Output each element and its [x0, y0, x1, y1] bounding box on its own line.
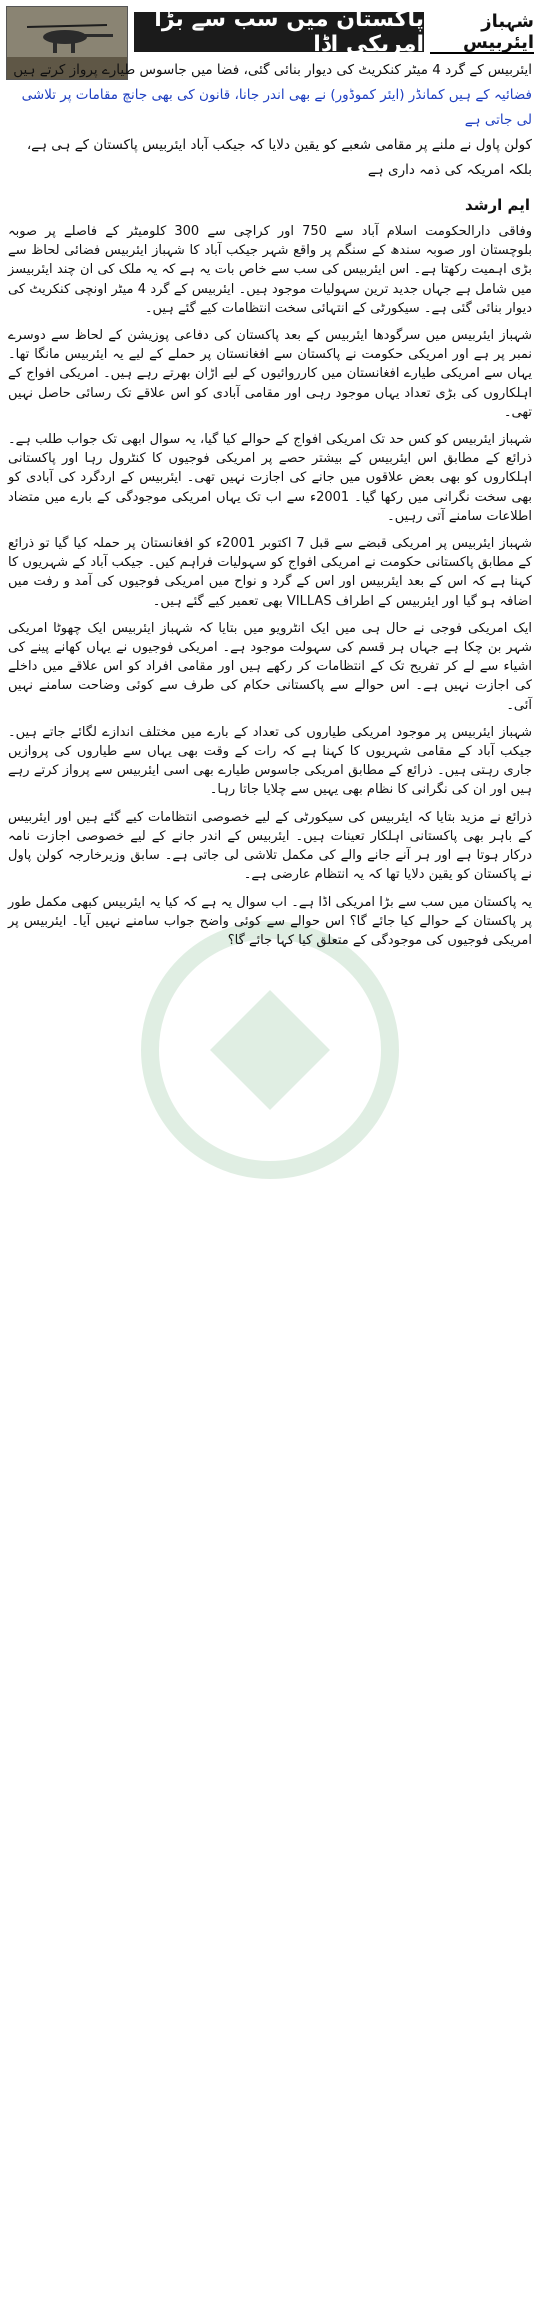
lead-highlight: فضائیہ کے ہیں کمانڈر (ایئر کموڈور) نے بھی اندر جانا، قانون کی بھی جانچ مقامات پر تلاشی لی جاتی ہے: [21, 87, 532, 128]
article-paragraph: شہباز ایئربیس میں سرگودھا ایئربیس کے بعد پاکستان کی دفاعی پوزیشن کے لحاظ سے دوسرے نمبر پر ہے اور امریکی حکومت نے پاکستان سے افغانستان پر حملے کے لیے یہ ایئربیس مانگا تھا۔ یہاں سے امریکی طیارے افغانستان میں کارروائیوں کے لیے اڑان بھرتے رہے ہیں۔ امریکی افواج کے اہلکاروں کی بڑی تعداد یہاں موجود رہی اور مقامی آبادی کو اس علاقے تک رسائی حاصل نہیں تھی۔: [8, 328, 532, 420]
byline: ایم ارشد: [465, 196, 530, 214]
headline: پاکستان میں سب سے بڑا امریکی اڈا: [134, 12, 424, 52]
article-paragraph: وفاقی دارالحکومت اسلام آباد سے 750 اور کراچی سے 300 کلومیٹر کے فاصلے پر صوبہ بلوچستان اور صوبہ سندھ کے سنگم پر واقع شہر جیکب آباد کا شہباز ایئربیس فضائی لحاظ سے بڑی اہمیت رکھتا ہے۔ اس ایئربیس کی سب سے خاص بات یہ ہے کہ یہ ملک کی ان چند ایئربیسز میں شامل ہے جہاں جدید ترین سہولیات موجود ہیں۔ ایئربیس کے گرد 4 میٹر اونچی کنکریٹ کی دیوار بنائی گئی ہے۔ سیکورٹی کے انتہائی سخت انتظامات کیے گئے ہیں۔: [8, 224, 532, 316]
lead-line: کولن پاول نے ملنے پر مقامی شعبے کو یقین دلایا کہ جیکب آباد ایئربیس پاکستان کے ہی ہے، بلکہ امریکہ کی ذمہ داری ہے: [26, 137, 532, 178]
article-body: [8, 222, 532, 2296]
article-paragraph: ذرائع نے مزید بتایا کہ ایئربیس کی سیکورٹی کے لیے خصوصی انتظامات کیے گئے ہیں اور ایئربیس کے باہر بھی پاکستانی اہلکار تعینات ہیں۔ ایئربیس کے اندر جانے کے لیے خصوصی اجازت نامہ درکار ہوتا ہے اور ہر آنے جانے والے کی مکمل تلاشی لی جاتی ہے۔ سابق وزیرخارجہ کولن پاول نے پاکستان کو یقین دلایا تھا کہ یہ انتظام عارضی ہے۔: [8, 809, 532, 883]
article-paragraph: شہباز ایئربیس کو کس حد تک امریکی افواج کے حوالے کیا گیا، یہ سوال ابھی تک جواب طلب ہے۔ ذرائع کے مطابق اس ایئربیس کے بیشتر حصے پر امریکی فوجیوں کا کنٹرول رہا اور پاکستانی اہلکاروں کو بھی بعض علاقوں میں جانے کی اجازت نہیں تھی۔ ایئربیس کے اردگرد کی آبادی کو بھی سخت نگرانی میں رکھا گیا۔ 2001ء سے اب تک یہاں امریکی موجودگی کے بارے میں متضاد اطلاعات سامنے آتی رہیں۔: [8, 432, 532, 524]
article-paragraph: شہباز ایئربیس پر موجود امریکی طیاروں کی تعداد کے بارے میں مختلف اندازے لگائے جاتے ہیں۔ جیکب آباد کے مقامی شہریوں کا کہنا ہے کہ رات کے وقت بھی یہاں سے طیاروں کی پروازیں جاری رہتی ہیں۔ ذرائع کے مطابق امریکی جاسوس طیارے بھی اسی ایئربیس سے پرواز کرتے رہے ہیں اور ان کی نگرانی کا نظام بھی یہیں سے چلایا جاتا رہا۔: [8, 724, 532, 798]
lead-summary: [8, 58, 532, 188]
article-paragraph: شہباز ایئربیس پر امریکی قبضے سے قبل 7 اکتوبر 2001ء کو افغانستان پر حملہ کیا گیا تو ذرائع کے مطابق پاکستانی حکومت نے امریکی افواج کو سہولیات فراہم کیں۔ جیکب آباد کے شہریوں کا کہنا ہے کہ اس کے بعد ایئربیس اور اس کے گرد و نواح میں امریکی فوجیوں کی آمد و رفت میں اضافہ ہو گیا اور ایئربیس کے اطراف VILLAS بھی تعمیر کیے گئے ہیں۔: [8, 536, 533, 609]
section-label: شہباز ایئربیس: [430, 12, 534, 54]
article-paragraph: یہ پاکستان میں سب سے بڑا امریکی اڈا ہے۔ اب سوال یہ ہے کہ کیا یہ ایئربیس کبھی مکمل طور پر پاکستان کے حوالے کیا جائے گا؟ اس حوالے سے کوئی واضح جواب سامنے نہیں آیا۔ ایئربیس پر امریکی فوجیوں کی موجودگی کے متعلق کیا کہا جائے گا؟: [8, 894, 532, 948]
lead-line: ایئربیس کے گرد 4 میٹر کنکریٹ کی دیوار بنائی گئی، فضا میں جاسوس طیارے پرواز کرتے ہیں: [13, 62, 532, 78]
article-paragraph: ایک امریکی فوجی نے حال ہی میں ایک انٹرویو میں بتایا کہ شہباز ایئربیس ایک چھوٹا امریکی شہر بن چکا ہے جہاں ہر قسم کی سہولت موجود ہے۔ امریکی فوجیوں نے یہاں کھانے پینے کی اشیاء سے لے کر تفریح تک کے انتظامات کر رکھے ہیں اور مقامی افراد کو اس علاقے میں داخلے کی اجازت نہیں ہے۔ اس حوالے سے پاکستانی حکام کی طرف سے کوئی وضاحت سامنے نہیں آئی۔: [8, 620, 532, 713]
